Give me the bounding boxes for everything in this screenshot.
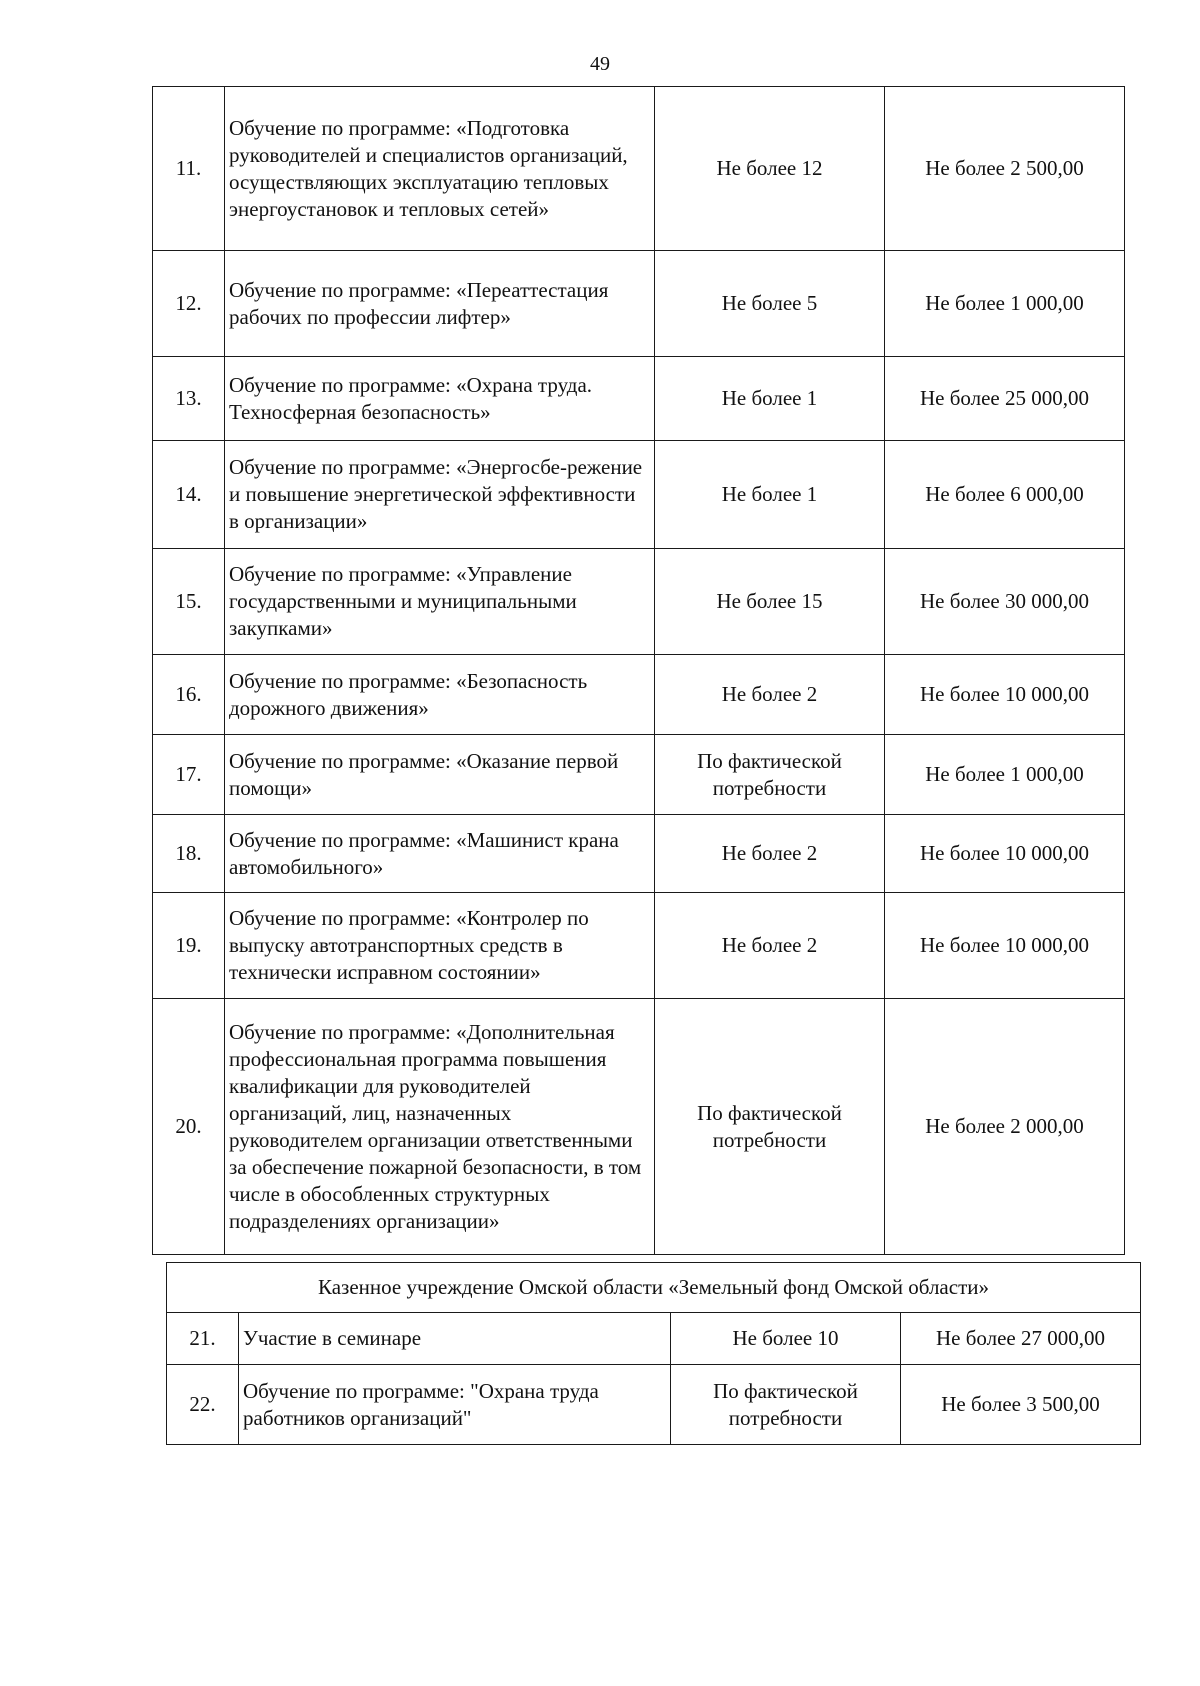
table-row [167, 1313, 1141, 1365]
row-price: Не более 10 000,00 [885, 655, 1125, 735]
row-name: Обучение по программе: «Безопасность дорожного движения» [225, 655, 655, 735]
row-price: Не более 1 000,00 [885, 251, 1125, 357]
row-price: Не более 2 500,00 [885, 87, 1125, 251]
row-quantity: Не более 2 [655, 655, 885, 735]
row-number: 20. [153, 999, 225, 1255]
table-row [153, 441, 1125, 549]
row-name: Обучение по программе: "Охрана труда работников организаций" [239, 1365, 671, 1445]
table-row [153, 735, 1125, 815]
table-row [153, 87, 1125, 251]
row-price: Не более 27 000,00 [901, 1313, 1141, 1365]
row-number: 21. [167, 1313, 239, 1365]
table-row [153, 655, 1125, 735]
row-number: 15. [153, 549, 225, 655]
table-row [153, 357, 1125, 441]
table-row [153, 251, 1125, 357]
row-name: Обучение по программе: «Энергосбе-режение и повышение энергетической эффективности в организации» [225, 441, 655, 549]
section-heading: Казенное учреждение Омской области «Земельный фонд Омской области» [167, 1263, 1141, 1313]
row-quantity: Не более 10 [671, 1313, 901, 1365]
row-price: Не более 30 000,00 [885, 549, 1125, 655]
row-quantity: По фактической потребности [655, 735, 885, 815]
row-number: 19. [153, 893, 225, 999]
row-number: 17. [153, 735, 225, 815]
services-table-upper [152, 86, 1125, 1255]
section-heading-row [167, 1263, 1141, 1313]
table-row [153, 893, 1125, 999]
row-name: Обучение по программе: «Контролер по выпуску автотранспортных средств в технически исправном состоянии» [225, 893, 655, 999]
services-table-lower [166, 1262, 1141, 1445]
row-quantity: Не более 2 [655, 815, 885, 893]
table-row [153, 815, 1125, 893]
row-number: 22. [167, 1365, 239, 1445]
row-quantity: По фактической потребности [655, 999, 885, 1255]
row-quantity: Не более 1 [655, 357, 885, 441]
row-number: 12. [153, 251, 225, 357]
row-name: Обучение по программе: «Управление государственными и муниципальными закупками» [225, 549, 655, 655]
table-row [153, 549, 1125, 655]
row-quantity: По фактической потребности [671, 1365, 901, 1445]
row-price: Не более 3 500,00 [901, 1365, 1141, 1445]
row-name: Обучение по программе: «Подготовка руководителей и специалистов организаций, осуществляющих эксплуатацию тепловых энергоустановок и тепловых сетей» [225, 87, 655, 251]
row-quantity: Не более 2 [655, 893, 885, 999]
row-price: Не более 6 000,00 [885, 441, 1125, 549]
row-number: 16. [153, 655, 225, 735]
row-name: Обучение по программе: «Машинист крана автомобильного» [225, 815, 655, 893]
row-number: 14. [153, 441, 225, 549]
row-price: Не более 1 000,00 [885, 735, 1125, 815]
row-quantity: Не более 1 [655, 441, 885, 549]
row-name: Обучение по программе: «Переаттестация рабочих по профессии лифтер» [225, 251, 655, 357]
row-quantity: Не более 15 [655, 549, 885, 655]
table-row [153, 999, 1125, 1255]
row-name: Обучение по программе: «Дополнительная профессиональная программа повышения квалификации для руководителей организаций, лиц, назначенных руководителем организации ответственными за обеспечение пожарной безопасности, в том числе в обособленных структурных подразделениях организации» [225, 999, 655, 1255]
row-price: Не более 2 000,00 [885, 999, 1125, 1255]
row-name: Обучение по программе: «Охрана труда. Техносферная безопасность» [225, 357, 655, 441]
row-quantity: Не более 5 [655, 251, 885, 357]
row-number: 11. [153, 87, 225, 251]
row-name: Участие в семинаре [239, 1313, 671, 1365]
row-number: 18. [153, 815, 225, 893]
table-row [167, 1365, 1141, 1445]
row-quantity: Не более 12 [655, 87, 885, 251]
row-price: Не более 25 000,00 [885, 357, 1125, 441]
row-name: Обучение по программе: «Оказание первой помощи» [225, 735, 655, 815]
row-number: 13. [153, 357, 225, 441]
page-number: 49 [590, 53, 610, 75]
row-price: Не более 10 000,00 [885, 893, 1125, 999]
row-price: Не более 10 000,00 [885, 815, 1125, 893]
